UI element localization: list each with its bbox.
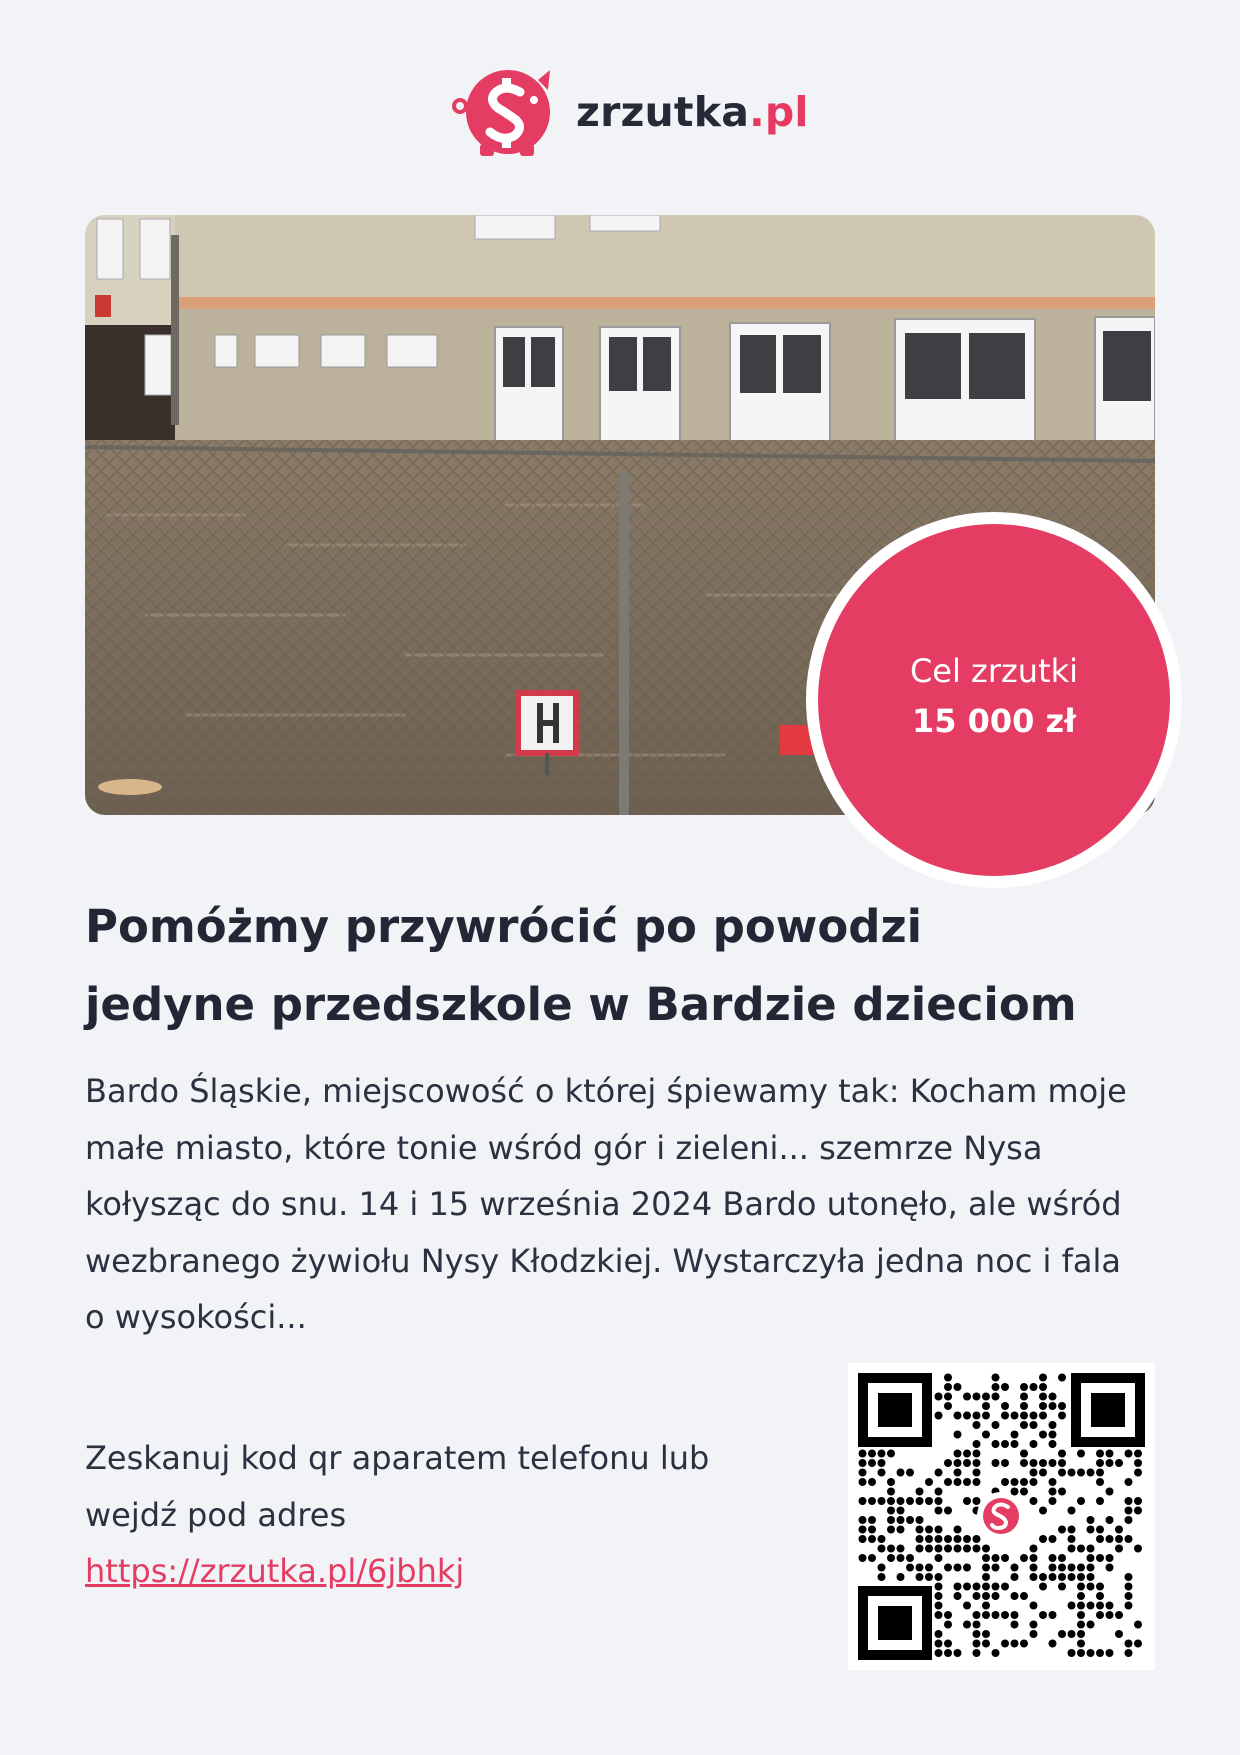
brand-logo xyxy=(446,66,809,158)
piggy-bank-dollar-icon xyxy=(446,66,566,158)
description: Bardo Śląskie, miejscowość o której śpiewamy tak: Kocham moje małe miasto, które tonie wśród gór i zieleni... szemrze Nysa kołysząc do snu. 14 i 15 września 2024 Bardo utonęło, ale wśród wezbranego żywiołu Nysy Kłodzkiej. Wystarczyła jedna noc i fala o wysokości... xyxy=(85,1072,1127,1336)
scan-instructions xyxy=(85,1430,785,1600)
page-title: Pomóżmy przywrócić po powodzi jedyne przedszkole w Bardzie dzieciom xyxy=(85,900,1077,1031)
scan-line-1: Zeskanuj kod qr aparatem telefonu lub xyxy=(85,1439,710,1477)
goal-label: Cel zrzutki xyxy=(909,652,1079,690)
scan-line-2: wejdź pod adres xyxy=(85,1495,347,1534)
qr-code-icon xyxy=(848,1363,1155,1670)
brand-name: zrzutka.pl xyxy=(576,88,809,136)
goal-value: 15 000 zł xyxy=(911,702,1077,740)
goal-badge xyxy=(818,524,1170,876)
qr-finder-top-left xyxy=(858,1373,932,1447)
fundraiser-link[interactable]: https://zrzutka.pl/6jbhkj xyxy=(85,1552,465,1590)
